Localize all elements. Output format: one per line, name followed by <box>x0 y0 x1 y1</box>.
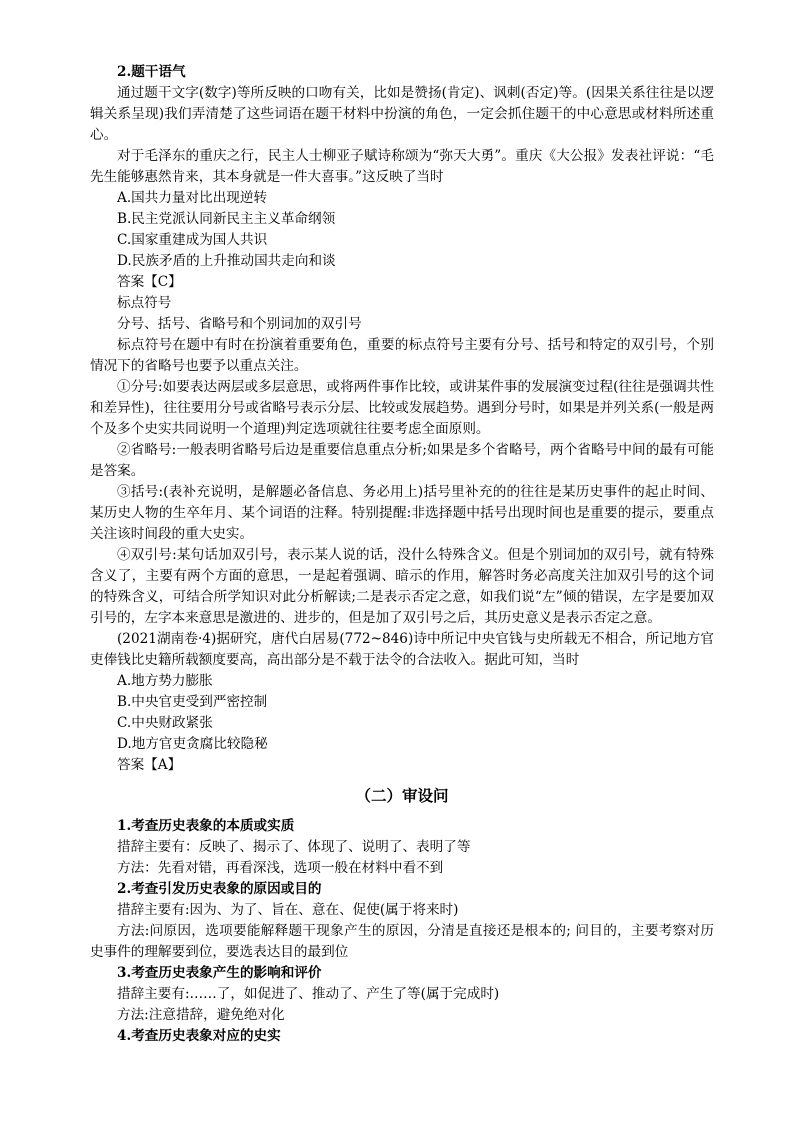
document-content <box>90 62 714 1047</box>
question1-option-c: C.国家重建成为国人共识 <box>117 232 268 248</box>
question2-option-c: C.中央财政紧张 <box>117 715 213 731</box>
question2-option-a: A.地方势力膨胀 <box>117 673 213 689</box>
heading-tone: 2.题干语气 <box>117 64 186 80</box>
question1-option-d: D.民族矛盾的上升推动国共走向和谈 <box>117 253 336 269</box>
punctuation-intro: 标点符号在题中有时在扮演着重要角色，重要的标点符号主要有分号、括号和特定的双引号，个别情况下的省略号也要予以重点关注。 <box>90 337 714 374</box>
ellipsis-paragraph: ②省略号:一般表明省略号后边是重要信息重点分析;如果是多个省略号，两个省略号中间的最有可能是答案。 <box>90 442 714 479</box>
item1-wording: 措辞主要有：反映了、揭示了、体现了、说明了、表明了等 <box>117 839 471 855</box>
question2-option-d: D.地方官吏贪腐比较隐秘 <box>117 736 268 752</box>
item3-method: 方法:注意措辞，避免绝对化 <box>117 1007 285 1023</box>
question1-option-b: B.民主党派认同新民主主义革命纲领 <box>117 211 336 227</box>
section-title: （二）审设问 <box>355 786 449 805</box>
question1-option-a: A.国共力量对比出现逆转 <box>117 190 268 206</box>
item3-heading: 3.考查历史表象产生的影响和评价 <box>117 965 322 981</box>
question2-option-b: B.中央官吏受到严密控制 <box>117 694 268 710</box>
question1-stem: 对于毛泽东的重庆之行，民主人士柳亚子赋诗称颂为“弥天大勇”。重庆《大公报》发表社评说：“毛先生能够惠然肯来，其本身就是一件大喜事。”这反映了当时 <box>90 148 714 185</box>
item2-wording: 措辞主要有:因为、为了、旨在、意在、促使(属于将来时) <box>117 902 459 918</box>
punctuation-subtitle: 分号、括号、省略号和个别词加的双引号 <box>117 316 362 332</box>
item2-method: 方法:问原因，选项要能解释题干现象产生的原因，分清是直接还是根本的; 问目的，主要考察对历史事件的理解要到位，要选表达目的最到位 <box>90 923 714 960</box>
question2-answer: 答案【A】 <box>117 757 182 773</box>
item1-heading: 1.考查历史表象的本质或实质 <box>117 818 295 834</box>
question2-stem: (2021湖南卷·4)据研究，唐代白居易(772~846)诗中所记中央官钱与史所载无不相合，所记地方官吏俸钱比史籍所载额度要高，高出部分是不载于法令的合法收入。据此可知，当时 <box>90 631 714 668</box>
bracket-paragraph: ③括号:(表补充说明，是解题必备信息、务必用上)括号里补充的的往往是某历史事件的起止时间、某历史人物的生卒年月、某个词语的注释。特别提醒:非选择题中括号出现时间也是重要的提示，要重点关注该时间段的重大史实。 <box>90 484 714 542</box>
item3-wording: 措辞主要有:……了，如促进了、推动了、产生了等(属于完成时) <box>117 986 500 1002</box>
punctuation-title: 标点符号 <box>117 295 172 311</box>
item1-method: 方法：先看对错，再看深浅，选项一般在材料中看不到 <box>117 860 444 876</box>
item2-heading: 2.考查引发历史表象的原因或目的 <box>117 881 322 897</box>
semicolon-paragraph: ①分号:如要表达两层或多层意思，或将两件事作比较，或讲某件事的发展演变过程(往往是强调共性和差异性)，往往要用分号或省略号表示分层、比较或发展趋势。遇到分号时，如果是并列关系(一般是两个及多个史实共同说明一个道理)判定选项就往往要考虑全面原则。 <box>90 379 714 437</box>
quotes-paragraph: ④双引号:某句话加双引号，表示某人说的话，没什么特殊含义。但是个别词加的双引号，就有特殊含义了，主要有两个方面的意思，一是起着强调、暗示的作用，解答时务必高度关注加双引号的这个词的特殊含义，可结合所学知识对此分析解读;二是表示否定之意，如我们说“左”倾的错误，左字是要加双引号的，左字本来意思是激进的、进步的，但是加了双引号之后，其历史意义是表示否定之意。 <box>90 547 714 626</box>
tone-intro-paragraph: 通过题干文字(数字)等所反映的口吻有关，比如是赞扬(肯定)、讽刺(否定)等。(因果关系往往是以逻辑关系呈现)我们弄清楚了这些词语在题干材料中扮演的角色，一定会抓住题干的中心意思或材料所述重心。 <box>90 85 714 143</box>
question1-answer: 答案【C】 <box>117 274 182 290</box>
item4-heading: 4.考查历史表象对应的史实 <box>117 1028 281 1044</box>
